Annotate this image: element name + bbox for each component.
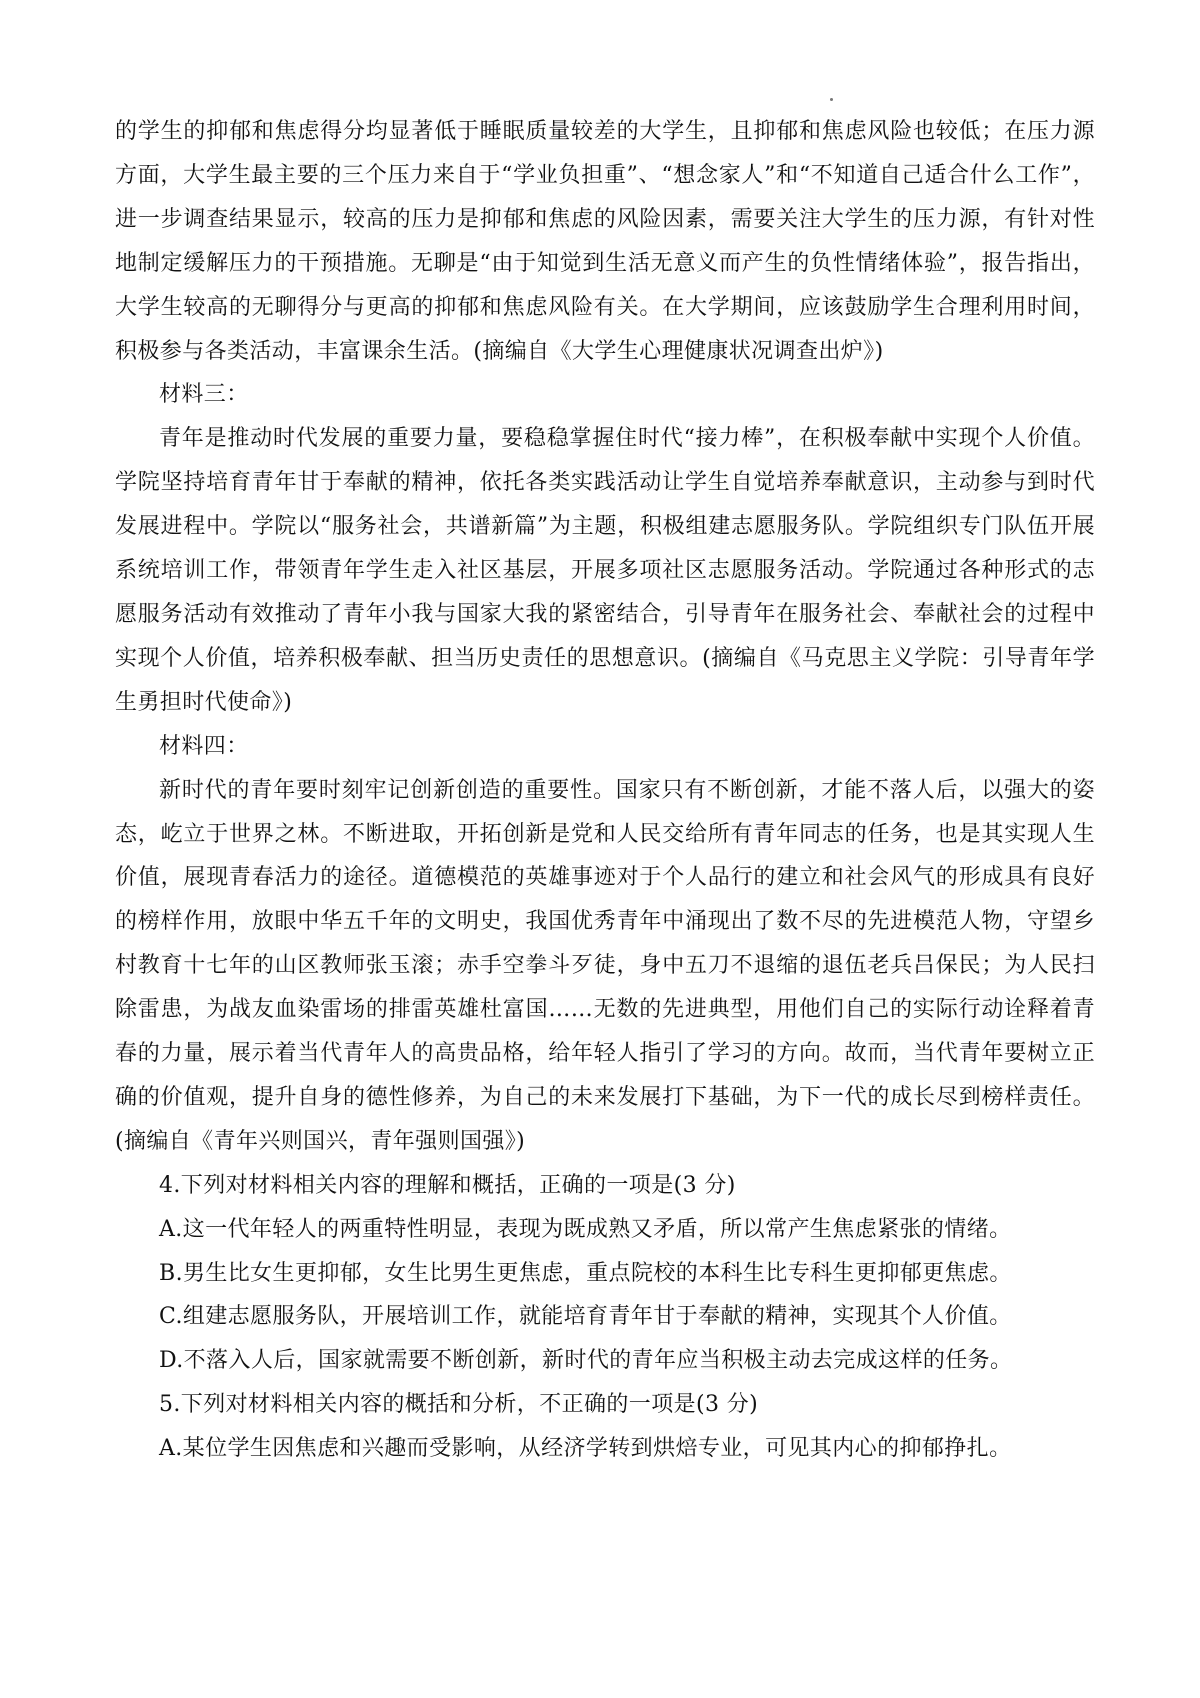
material-four-heading: 材料四： <box>159 733 249 759</box>
question-4-option-c: C.组建志愿服务队，开展培训工作，就能培育青年甘于奉献的精神，实现其个人价值。 <box>159 1304 1012 1330</box>
question-4-option-a: A.这一代年轻人的两重特性明显，表现为既成熟又矛盾，所以常产生焦虑紧张的情绪。 <box>159 1216 1012 1242</box>
material-three-heading: 材料三： <box>159 382 249 408</box>
scan-dot <box>830 98 833 101</box>
material-four-paragraph: 新时代的青年要时刻牢记创新创造的重要性。国家只有不断创新，才能不落人后，以强大的姿态，屹立于世界之林。不断进取，开拓创新是党和人民交给所有青年同志的任务，也是其实现人生价值，展现青春活力的途径。道德模范的英雄事迹对于个人品行的建立和社会风气的形成具有良好的榜样作用，放眼中华五千年的文明史，我国优秀青年中涌现出了数不尽的先进模范人物，守望乡村教育十七年的山区教师张玉滚；赤手空拳斗歹徒，身中五刀不退缩的退伍老兵吕保民；为人民扫除雷患，为战友血染雷场的排雷英雄杜富国……无数的先进典型，用他们自己的实际行动诠释着青春的力量，展示着当代青年人的高贵品格，给年轻人指引了学习的方向。故而，当代青年要树立正确的价值观，提升自身的德性修养，为自己的未来发展打下基础，为下一代的成长尽到榜样责任。(摘编自《青年兴则国兴，青年强则国强》) <box>115 777 1095 1154</box>
paragraph-continued: 的学生的抑郁和焦虑得分均显著低于睡眠质量较差的大学生，且抑郁和焦虑风险也较低；在压力源方面，大学生最主要的三个压力来自于“学业负担重”、“想念家人”和“不知道自己适合什么工作”，进一步调查结果显示，较高的压力是抑郁和焦虑的风险因素，需要关注大学生的压力源，有针对性地制定缓解压力的干预措施。无聊是“由于知觉到生活无意义而产生的负性情绪体验”，报告指出，大学生较高的无聊得分与更高的抑郁和焦虑风险有关。在大学期间，应该鼓励学生合理利用时间，积极参与各类活动，丰富课余生活。(摘编自《大学生心理健康状况调查出炉》) <box>115 119 1095 364</box>
question-4-option-b: B.男生比女生更抑郁，女生比男生更焦虑，重点院校的本科生比专科生更抑郁更焦虑。 <box>159 1260 1012 1286</box>
material-three-paragraph: 青年是推动时代发展的重要力量，要稳稳掌握住时代“接力棒”，在积极奉献中实现个人价值。学院坚持培育青年甘于奉献的精神，依托各类实践活动让学生自觉培养奉献意识，主动参与到时代发展进程中。学院以“服务社会，共谱新篇”为主题，积极组建志愿服务队。学院组织专门队伍开展系统培训工作，带领青年学生走入社区基层，开展多项社区志愿服务活动。学院通过各种形式的志愿服务活动有效推动了青年小我与国家大我的紧密结合，引导青年在服务社会、奉献社会的过程中实现个人价值，培养积极奉献、担当历史责任的思想意识。(摘编自《马克思主义学院：引导青年学生勇担时代使命》) <box>115 426 1096 715</box>
document-body <box>115 110 1095 1471</box>
question-4-stem: 4.下列对材料相关内容的理解和概括，正确的一项是(3 分) <box>159 1172 736 1198</box>
question-5-stem: 5.下列对材料相关内容的概括和分析，不正确的一项是(3 分) <box>159 1392 759 1418</box>
question-4-option-d: D.不落入人后，国家就需要不断创新，新时代的青年应当积极主动去完成这样的任务。 <box>159 1348 1013 1374</box>
question-5-option-a: A.某位学生因焦虑和兴趣而受影响，从经济学转到烘焙专业，可见其内心的抑郁挣扎。 <box>159 1436 1012 1462</box>
